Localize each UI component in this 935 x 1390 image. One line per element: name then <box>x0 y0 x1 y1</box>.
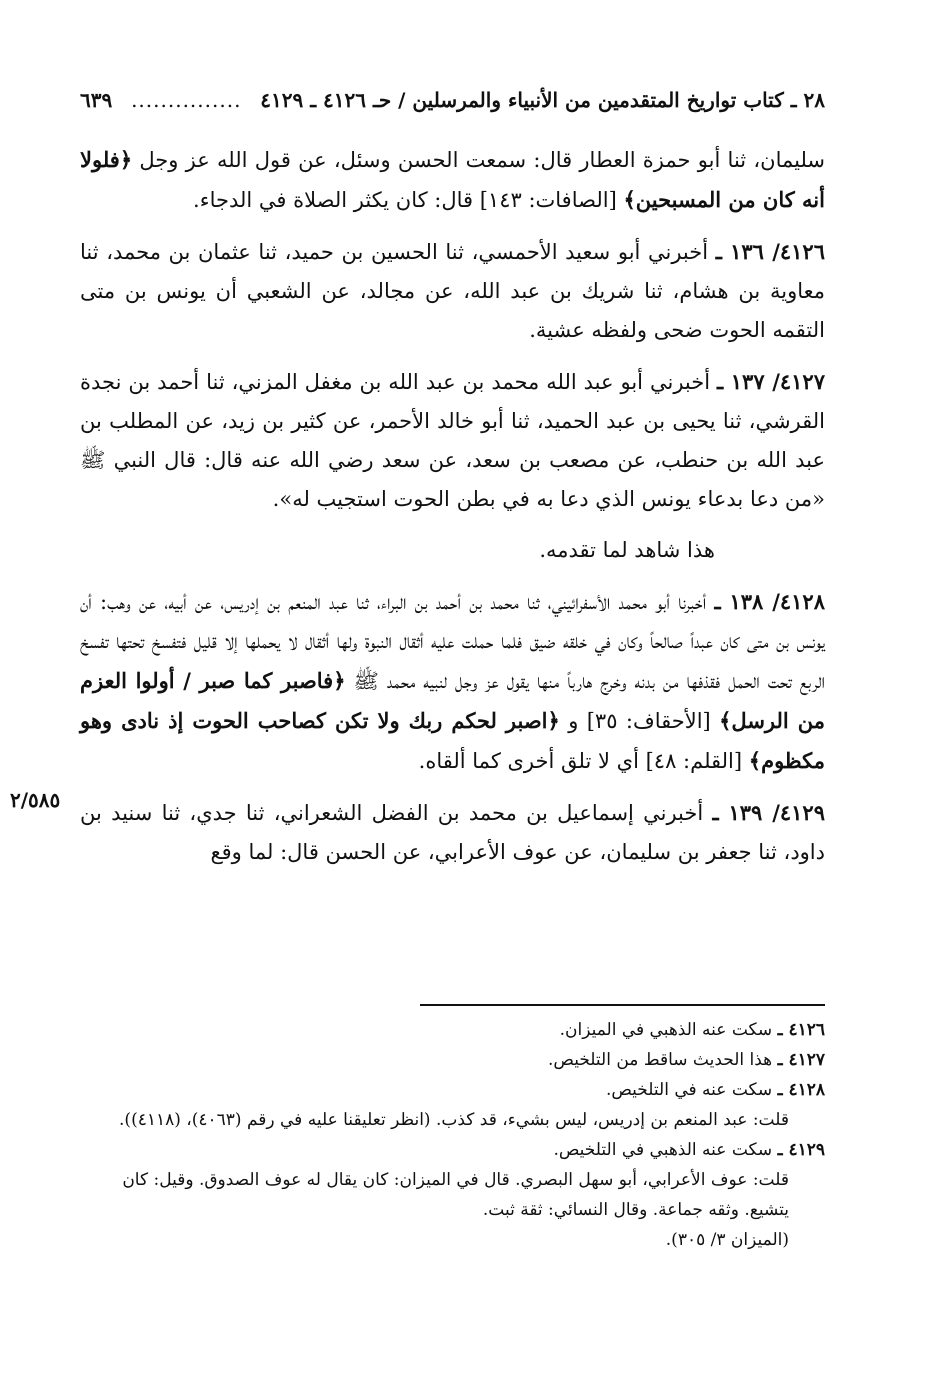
hadith-text: أخبرني أبو عبد الله محمد بن عبد الله بن مغفل المزني، ثنا أحمد بن نجدة القرشي، ثنا يحيى بن عبد الحميد، ثنا أبو خالد الأحمر، عن كثير بن زيد، عن المطلب بن عبد الله بن حنطب، عن مصعب بن سعد، عن سعد رضي الله عنه قال: قال النبي ﷺ «من دعا بدعاء يونس الذي دعا به في بطن الحوت استجيب له». <box>80 370 825 511</box>
header-dots: ............... <box>131 88 242 112</box>
page-header <box>80 80 825 120</box>
footnote-text: سكت عنه الذهبي في الميزان. <box>559 1020 778 1040</box>
footnote <box>80 1045 825 1075</box>
text-segment: [القلم: ٤٨] أي لا تلق أخرى كما ألقاه. <box>418 749 749 773</box>
hadith-text: أخبرني إسماعيل بن محمد بن الفضل الشعراني، ثنا جدي، ثنا سنيد بن داود، ثنا جعفر بن سليمان، عن عوف الأعرابي، عن الحسن قال: لما وقع <box>80 801 825 864</box>
footnote-number: ٤١٢٩ ـ <box>777 1140 825 1160</box>
footnote-number: ٤١٢٧ ـ <box>777 1050 825 1070</box>
hadith-4126 <box>80 232 825 350</box>
witness-note: هذا شاهد لما تقدمه. <box>539 538 715 562</box>
hadith-number: ٤١٢٨/ ١٣٨ ـ <box>714 589 825 614</box>
hadith-number: ٤١٢٦/ ١٣٦ ـ <box>715 239 825 264</box>
margin-reference: ٢/٥٨٥ <box>10 788 61 812</box>
hadith-text: أخبرني أبو سعيد الأحمسي، ثنا الحسين بن حميد، ثنا عثمان بن محمد، ثنا معاوية بن هشام، ثنا شريك بن عبد الله، عن مجالد، عن الشعبي أن يونس بن متى التقمه الحوت ضحى ولفظه عشية. <box>80 240 825 342</box>
footnote-text: هذا الحديث ساقط من التلخيص. <box>547 1050 778 1070</box>
footnote-text: قلت: عبد المنعم بن إدريس، ليس بشيء، قد كذب. (انظر تعليقنا عليه في رقم (٤٠٦٣)، (٤١١٨)). <box>119 1110 789 1130</box>
footnote-number: ٤١٢٦ ـ <box>777 1020 825 1040</box>
hadith-4127 <box>80 362 825 519</box>
hadith-number: ٤١٢٧/ ١٣٧ ـ <box>717 369 825 394</box>
quran-quote: ﴿فلولا أنه كان من المسبحين﴾ <box>80 147 825 212</box>
footnote <box>80 1135 825 1165</box>
page-number: ٦٣٩ <box>80 88 113 112</box>
footnote-text: سكت عنه الذهبي في التلخيص. <box>553 1140 778 1160</box>
hadith-text: أخبرنا أبو محمد الأسفرائيني، ثنا محمد بن أحمد بن البراء، ثنا عبد المنعم بن إدريس، عن أبيه، عن وهب: أن يونس بن متى كان عبداً صالحاً وكان في خلقه ضيق فلما حملت عليه أثقال النبوة ولها أثقال لا يحملها إلا قليل فتفسخ تحتها تفسخ الربع تحت الحمل فقذفها من بدنه وخرج هارباً منها يقول عز وجل لنبيه محمد ﷺ <box>80 590 825 693</box>
footnote-text: سكت عنه في التلخيص. <box>605 1080 778 1100</box>
text-segment: سليمان، ثنا أبو حمزة العطار قال: سمعت الحسن وسئل، عن قول الله عز وجل <box>132 148 825 172</box>
footnote-divider <box>420 1004 825 1006</box>
quran-quote: ﴿فاصبر كما صبر / أولوا العزم من الرسل﴾ <box>80 668 826 733</box>
footnote-reference <box>80 1225 825 1255</box>
footnote <box>80 1015 825 1045</box>
hadith-number: ٤١٢٩/ ١٣٩ ـ <box>712 800 825 825</box>
footnote-number: ٤١٢٨ ـ <box>777 1080 825 1100</box>
footnote <box>80 1075 825 1105</box>
hadith-4128 <box>80 582 825 781</box>
main-text <box>80 140 825 884</box>
text-segment: [الأحقاف: ٣٥] و <box>559 709 720 733</box>
footnote-text: (الميزان ٣/ ٣٠٥). <box>665 1230 789 1250</box>
footnotes <box>80 1015 825 1255</box>
footnote-comment <box>80 1105 825 1135</box>
footnote-text: قلت: عوف الأعرابي، أبو سهل البصري. قال في الميزان: كان يقال له عوف الصدوق. وقيل: كان يتشيع. وثقه جماعة. وقال النسائي: ثقة ثبت. <box>122 1170 789 1220</box>
hadith-4129 <box>80 793 825 872</box>
paragraph-continuation <box>80 140 825 220</box>
footnote-comment <box>80 1165 825 1225</box>
header-title: ٢٨ ـ كتاب تواريخ المتقدمين من الأنبياء والمرسلين / حـ ٤١٢٦ ـ ٤١٢٩ <box>260 88 825 112</box>
quran-quote: ﴿اصبر لحكم ربك ولا تكن كصاحب الحوت إذ نادى وهو مكظوم﴾ <box>80 708 825 773</box>
text-segment: [الصافات: ١٤٣] قال: كان يكثر الصلاة في الدجاء. <box>193 188 624 212</box>
